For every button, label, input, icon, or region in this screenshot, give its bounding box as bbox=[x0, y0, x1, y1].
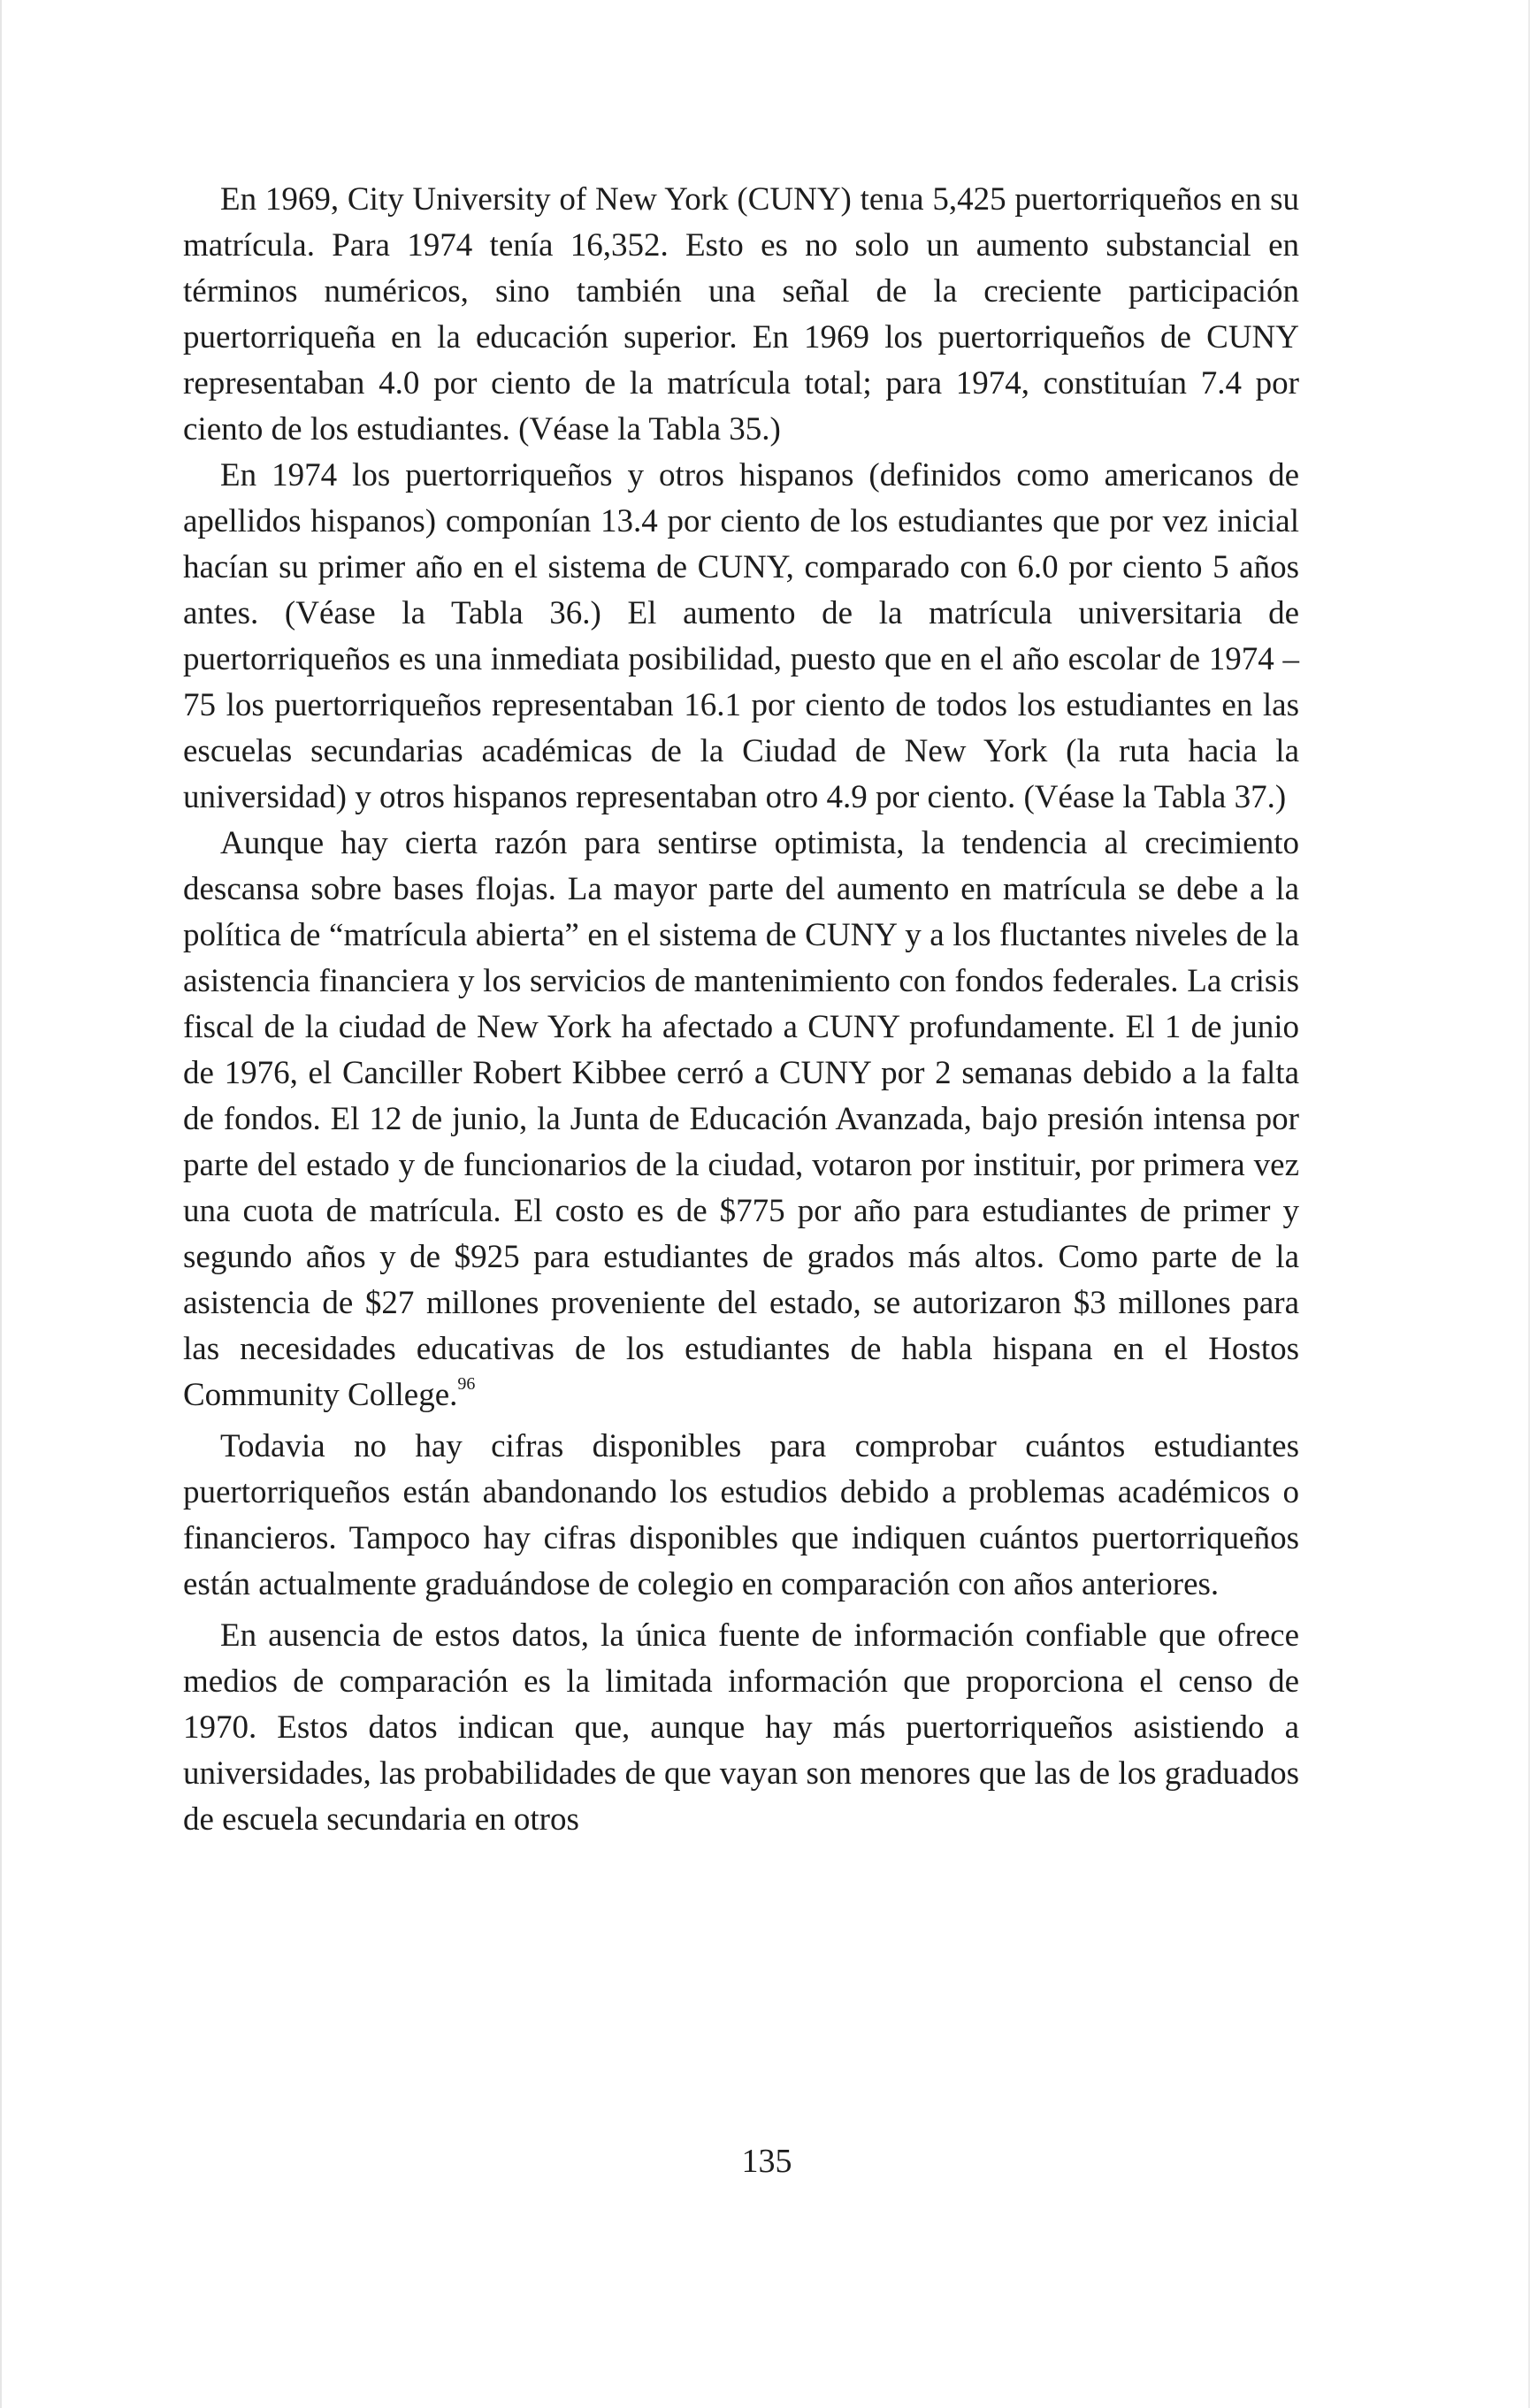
paragraph-1: En 1969, City University of New York (CUNY) tenıa 5,425 puertorriqueños en su matrícula. Para 1974 tenía 16,352. Esto es no solo un aumento substancial en términos numéricos, sino también una señal de la creciente participación puertorriqueña en la educación superior. En 1969 los puertorriqueños de CUNY representaban 4.0 por ciento de la matrícula total; para 1974, constituían 7.4 por ciento de los estudiantes. (Véase la Tabla 35.) bbox=[183, 181, 1299, 447]
paragraph-5: En ausencia de estos datos, la única fuente de información confiable que ofrece medios de comparación es la limitada información que proporciona el censo de 1970. Estos datos indican que, aunque hay más puertorriqueños asistiendo a universidades, las probabilidades de que vayan son menores que las de los graduados de escuela secundaria en otros bbox=[183, 1617, 1299, 1838]
page-number: 135 bbox=[741, 2143, 792, 2180]
footnote-reference: 96 bbox=[457, 1374, 476, 1394]
paragraph-3 bbox=[183, 821, 1299, 1418]
paragraph-3-text: Aunque hay cierta razón para sentirse optimista, la tendencia al crecimiento descansa sobre bases flojas. La mayor parte del aumento en matrícula se debe a la política de “matrícula abierta” en el sistema de CUNY y a los fluctantes niveles de la asistencia financiera y los servicios de mantenimiento con fondos federales. La crisis fiscal de la ciudad de New York ha afectado a CUNY profundamente. El 1 de junio de 1976, el Canciller Robert Kibbee cerró a CUNY por 2 semanas debido a la falta de fondos. El 12 de junio, la Junta de Educación Avanzada, bajo presión intensa por parte del estado y de funcionarios de la ciudad, votaron por instituir, por primera vez una cuota de matrícula. El costo es de $775 por año para estudiantes de primer y segundo años y de $925 para estudiantes de grados más altos. Como parte de la asistencia de $27 millones proveniente del estado, se autorizaron $3 millones para las necesidades educativas de los estudiantes de habla hispana en el Hostos Community College. bbox=[183, 825, 1299, 1413]
body-text bbox=[183, 177, 1299, 1843]
paragraph-4: Todavia no hay cifras disponibles para comprobar cuántos estudiantes puertorriqueños están abandonando los estudios debido a problemas académicos o financieros. Tampoco hay cifras disponibles que indiquen cuántos puertorriqueños están actualmente graduándose de colegio en comparación con años anteriores. bbox=[183, 1428, 1299, 1602]
paragraph-2: En 1974 los puertorriqueños y otros hispanos (definidos como americanos de apellidos hispanos) componían 13.4 por ciento de los estudiantes que por vez inicial hacían su primer año en el sistema de CUNY, comparado con 6.0 por ciento 5 años antes. (Véase la Tabla 36.) El aumento de la matrícula universitaria de puertorriqueños es una inmediata posibilidad, puesto que en el año escolar de 1974 – 75 los puertorriqueños representaban 16.1 por ciento de todos los estudiantes en las escuelas secundarias académicas de la Ciudad de New York (la ruta hacia la universidad) y otros hispanos representaban otro 4.9 por ciento. (Véase la Tabla 37.) bbox=[183, 457, 1299, 815]
